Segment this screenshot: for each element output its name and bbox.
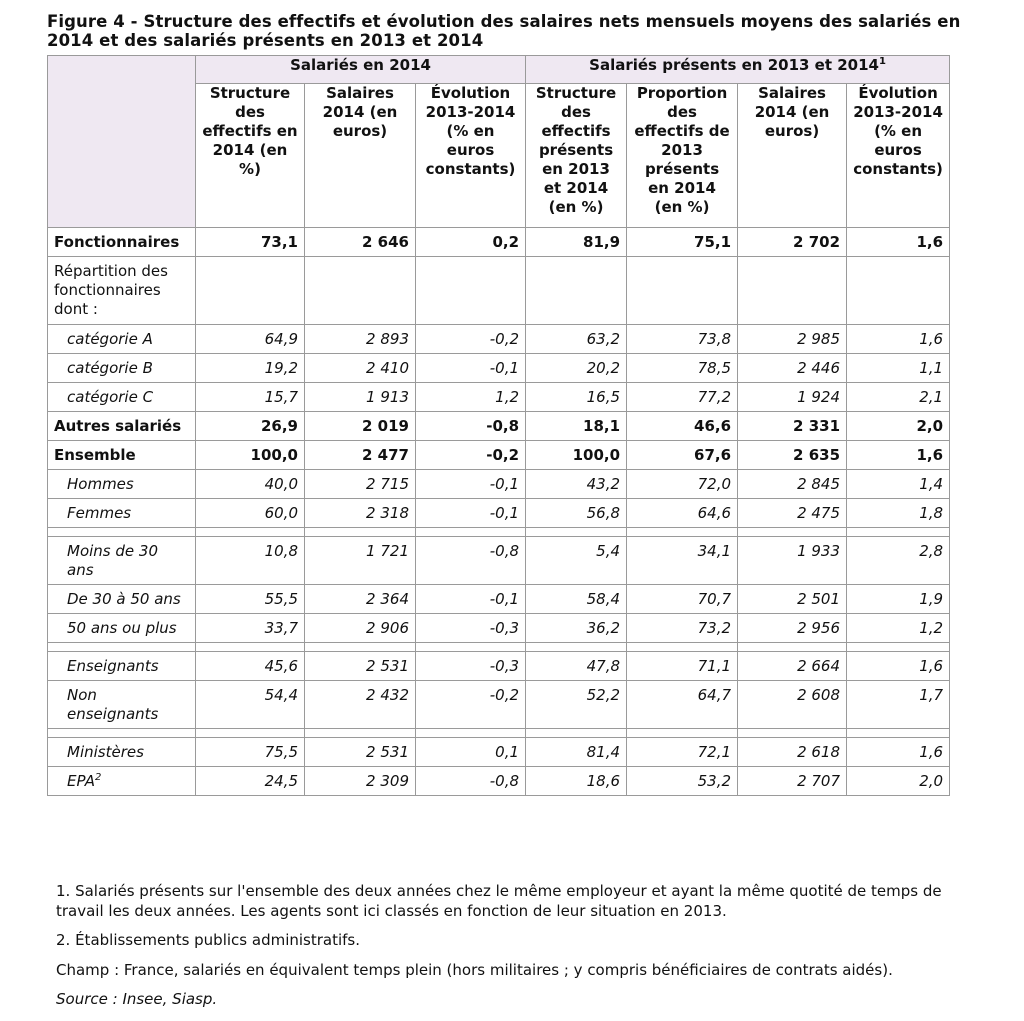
table-cell: 2 956: [738, 614, 847, 643]
table-row: [48, 738, 950, 767]
table-row: [48, 652, 950, 681]
table-cell: 56,8: [526, 499, 627, 528]
table-cell: 72,0: [627, 470, 738, 499]
footnote-ref: 2: [95, 772, 102, 783]
row-label: Enseignants: [48, 652, 196, 681]
spacer-cell: [627, 729, 738, 738]
row-label: Hommes: [48, 470, 196, 499]
spacer-cell: [526, 643, 627, 652]
row-label: catégorie A: [48, 325, 196, 354]
table-cell: 75,5: [196, 738, 305, 767]
table-cell: 2 893: [305, 325, 416, 354]
table-cell: 1 721: [305, 537, 416, 585]
group-header-row: [48, 56, 950, 84]
table-cell: 36,2: [526, 614, 627, 643]
table-cell: 52,2: [526, 681, 627, 729]
spacer-cell: [738, 528, 847, 537]
table-cell: 2 985: [738, 325, 847, 354]
table-cell: 100,0: [196, 441, 305, 470]
table-cell: -0,3: [416, 652, 526, 681]
table-cell: 1,6: [847, 441, 950, 470]
table-cell: 1,6: [847, 325, 950, 354]
table-cell: 81,9: [526, 228, 627, 257]
table-cell: [627, 257, 738, 325]
table-cell: 43,2: [526, 470, 627, 499]
row-label: 50 ans ou plus: [48, 614, 196, 643]
table-cell: 2 309: [305, 767, 416, 796]
row-label: catégorie C: [48, 383, 196, 412]
spacer-cell: [738, 729, 847, 738]
row-label: Femmes: [48, 499, 196, 528]
table-cell: [196, 257, 305, 325]
footnote-ref: 1: [878, 56, 886, 67]
table-cell: -0,1: [416, 585, 526, 614]
column-header: Structure des effectifs présents en 2013 et 2014 (en %): [526, 84, 627, 228]
table-cell: 1,4: [847, 470, 950, 499]
group-header-present: Salariés présents en 2013 et 2014$^1$: [526, 56, 950, 84]
table-cell: 34,1: [627, 537, 738, 585]
table-cell: 2 715: [305, 470, 416, 499]
notes-section: [56, 882, 956, 1020]
spacer-cell: [48, 528, 196, 537]
table-cell: 18,1: [526, 412, 627, 441]
table-cell: 73,1: [196, 228, 305, 257]
column-header: Salaires 2014 (en euros): [305, 84, 416, 228]
table-cell: 2 331: [738, 412, 847, 441]
column-header: Salaires 2014 (en euros): [738, 84, 847, 228]
spacer-cell: [627, 528, 738, 537]
table-cell: 58,4: [526, 585, 627, 614]
row-label: Fonctionnaires: [48, 228, 196, 257]
table-cell: [416, 257, 526, 325]
row-label: Moins de 30 ans: [48, 537, 196, 585]
spacer-cell: [48, 643, 196, 652]
table-cell: 75,1: [627, 228, 738, 257]
table-row: [48, 681, 950, 729]
spacer-cell: [196, 729, 305, 738]
spacer-cell: [738, 643, 847, 652]
table-cell: 1 933: [738, 537, 847, 585]
table-cell: 20,2: [526, 354, 627, 383]
table-cell: 1,2: [847, 614, 950, 643]
table-cell: [526, 257, 627, 325]
table-row: [48, 412, 950, 441]
table-cell: 60,0: [196, 499, 305, 528]
spacer-cell: [416, 729, 526, 738]
table-cell: 1,7: [847, 681, 950, 729]
table-cell: 16,5: [526, 383, 627, 412]
table-row: [48, 383, 950, 412]
spacer-cell: [48, 729, 196, 738]
table-cell: 2 410: [305, 354, 416, 383]
table-row: [48, 585, 950, 614]
row-label: Ensemble: [48, 441, 196, 470]
table-cell: 1,6: [847, 738, 950, 767]
table-cell: 2 477: [305, 441, 416, 470]
table-cell: 0,1: [416, 738, 526, 767]
table-cell: 2 501: [738, 585, 847, 614]
table-cell: -0,3: [416, 614, 526, 643]
row-label: De 30 à 50 ans: [48, 585, 196, 614]
spacer-cell: [305, 643, 416, 652]
table-cell: 2 906: [305, 614, 416, 643]
spacer-cell: [847, 729, 950, 738]
table-cell: 19,2: [196, 354, 305, 383]
table-cell: -0,8: [416, 412, 526, 441]
table-cell: 45,6: [196, 652, 305, 681]
table-cell: 1 924: [738, 383, 847, 412]
table-cell: 2 446: [738, 354, 847, 383]
table-cell: 78,5: [627, 354, 738, 383]
spacer-row: [48, 528, 950, 537]
spacer-cell: [305, 528, 416, 537]
spacer-cell: [416, 528, 526, 537]
figure-title: Figure 4 - Structure des effectifs et évolution des salaires nets mensuels moyens des salariés en 2014 et des salariés présents en 2013 et 2014: [47, 12, 961, 50]
table-cell: 1,6: [847, 652, 950, 681]
table-row: [48, 767, 950, 796]
spacer-row: [48, 729, 950, 738]
table-cell: 2 635: [738, 441, 847, 470]
table-cell: 5,4: [526, 537, 627, 585]
row-label: catégorie B: [48, 354, 196, 383]
column-header: Évolution 2013-2014 (% en euros constants): [847, 84, 950, 228]
spacer-cell: [847, 643, 950, 652]
table-cell: 64,7: [627, 681, 738, 729]
row-label: Non enseignants: [48, 681, 196, 729]
spacer-cell: [526, 528, 627, 537]
column-header: Structure des effectifs en 2014 (en %): [196, 84, 305, 228]
table-row: [48, 537, 950, 585]
spacer-cell: [305, 729, 416, 738]
table-cell: -0,2: [416, 681, 526, 729]
table-cell: 18,6: [526, 767, 627, 796]
table-cell: 2 475: [738, 499, 847, 528]
table-cell: -0,2: [416, 325, 526, 354]
table-cell: 54,4: [196, 681, 305, 729]
table-cell: 53,2: [627, 767, 738, 796]
table-cell: 70,7: [627, 585, 738, 614]
table-cell: 73,2: [627, 614, 738, 643]
table-cell: 0,2: [416, 228, 526, 257]
table-row: [48, 614, 950, 643]
table-cell: 1,9: [847, 585, 950, 614]
row-label: EPA$^2$: [48, 767, 196, 796]
table-cell: 2 608: [738, 681, 847, 729]
row-label: Répartition des fonctionnaires dont :: [48, 257, 196, 325]
spacer-cell: [196, 643, 305, 652]
table-row: [48, 499, 950, 528]
row-label: Ministères: [48, 738, 196, 767]
table-cell: 2 019: [305, 412, 416, 441]
table-cell: 24,5: [196, 767, 305, 796]
table-row: [48, 257, 950, 325]
table-cell: 1,2: [416, 383, 526, 412]
table-cell: [847, 257, 950, 325]
group-header-2014: Salariés en 2014: [196, 56, 526, 84]
table-cell: -0,2: [416, 441, 526, 470]
table-row: [48, 325, 950, 354]
spacer-cell: [627, 643, 738, 652]
table-cell: 33,7: [196, 614, 305, 643]
table-row: [48, 228, 950, 257]
table-cell: -0,1: [416, 499, 526, 528]
table-cell: -0,1: [416, 470, 526, 499]
table-cell: 2,8: [847, 537, 950, 585]
table-cell: 26,9: [196, 412, 305, 441]
table-cell: 2 707: [738, 767, 847, 796]
table-cell: 2 432: [305, 681, 416, 729]
table-cell: 77,2: [627, 383, 738, 412]
table-cell: 1 913: [305, 383, 416, 412]
table-cell: 2 531: [305, 652, 416, 681]
scope-note: Champ : France, salariés en équivalent temps plein (hors militaires ; y compris bénéficiaires de contrats aidés).: [56, 960, 893, 979]
table-cell: 2 618: [738, 738, 847, 767]
table-cell: 64,6: [627, 499, 738, 528]
table-cell: 10,8: [196, 537, 305, 585]
table-cell: [305, 257, 416, 325]
table-cell: 2 318: [305, 499, 416, 528]
spacer-cell: [847, 528, 950, 537]
table-cell: 1,8: [847, 499, 950, 528]
table-cell: 2,0: [847, 412, 950, 441]
table-cell: 81,4: [526, 738, 627, 767]
table-cell: 1,1: [847, 354, 950, 383]
table-cell: -0,8: [416, 767, 526, 796]
table-cell: 2,0: [847, 767, 950, 796]
table-cell: 40,0: [196, 470, 305, 499]
spacer-cell: [416, 643, 526, 652]
spacer-cell: [196, 528, 305, 537]
table-cell: 2,1: [847, 383, 950, 412]
table-cell: -0,1: [416, 354, 526, 383]
table-cell: 2 664: [738, 652, 847, 681]
table-cell: 2 702: [738, 228, 847, 257]
table-cell: 71,1: [627, 652, 738, 681]
table-cell: [738, 257, 847, 325]
data-table: [47, 55, 950, 796]
table-cell: 47,8: [526, 652, 627, 681]
table-cell: 73,8: [627, 325, 738, 354]
column-header: Évolution 2013-2014 (% en euros constants): [416, 84, 526, 228]
table-cell: 2 531: [305, 738, 416, 767]
table-cell: 2 845: [738, 470, 847, 499]
source-note: Source : Insee, Siasp.: [56, 990, 218, 1008]
table-cell: 72,1: [627, 738, 738, 767]
table-cell: 46,6: [627, 412, 738, 441]
table-cell: 100,0: [526, 441, 627, 470]
table-cell: 64,9: [196, 325, 305, 354]
table-cell: 1,6: [847, 228, 950, 257]
spacer-cell: [526, 729, 627, 738]
footnote-2: 2. Établissements publics administratifs.: [56, 931, 361, 949]
row-label: Autres salariés: [48, 412, 196, 441]
spacer-row: [48, 643, 950, 652]
table-cell: 63,2: [526, 325, 627, 354]
table-cell: -0,8: [416, 537, 526, 585]
corner-cell: [48, 56, 196, 228]
table-cell: 55,5: [196, 585, 305, 614]
footnote-1: 1. Salariés présents sur l'ensemble des deux années chez le même employeur et ayant la même quotité de temps de travail les deux années. Les agents sont ici classés en fonction de leur situation en 2013.: [56, 882, 942, 920]
table-cell: 2 364: [305, 585, 416, 614]
table-cell: 15,7: [196, 383, 305, 412]
table-row: [48, 441, 950, 470]
table-row: [48, 354, 950, 383]
column-header: Proportion des effectifs de 2013 présents en 2014 (en %): [627, 84, 738, 228]
table-row: [48, 470, 950, 499]
table-cell: 67,6: [627, 441, 738, 470]
table-cell: 2 646: [305, 228, 416, 257]
